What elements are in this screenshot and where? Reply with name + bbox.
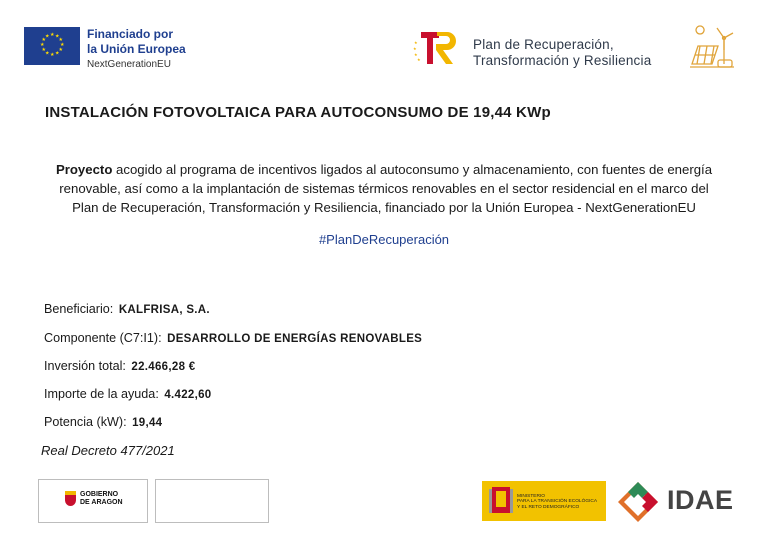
aragon-shield-icon bbox=[64, 490, 77, 507]
gobierno-line-2: DE ARAGON bbox=[80, 498, 123, 506]
svg-text:★: ★ bbox=[60, 42, 65, 48]
plan-recuperacion-text bbox=[473, 37, 651, 69]
field-label: Potencia (kW): bbox=[44, 415, 127, 429]
svg-text:★: ★ bbox=[41, 47, 46, 53]
plan-recuperacion-logo bbox=[413, 26, 463, 68]
description-line-1-text: acogido al programa de incentivos ligados al autoconsumo y almacenamiento, con fuentes de energía bbox=[112, 162, 713, 177]
eu-line-1: Financiado por bbox=[87, 27, 174, 41]
field-value: 19,44 bbox=[132, 417, 163, 429]
plan-line-2: Transformación y Resiliencia bbox=[473, 53, 652, 68]
description-lead: Proyecto bbox=[55, 162, 113, 177]
svg-text:★: ★ bbox=[414, 52, 418, 57]
ministerio-line-1: MINISTERIO bbox=[517, 494, 545, 499]
ministerio-text bbox=[517, 494, 597, 510]
solar-wind-icon bbox=[688, 20, 736, 70]
gobierno-line-1: GOBIERNO bbox=[80, 491, 119, 498]
svg-text:★: ★ bbox=[55, 50, 60, 57]
svg-text:★: ★ bbox=[414, 40, 418, 45]
empty-logo-box bbox=[155, 479, 269, 523]
svg-text:★: ★ bbox=[55, 33, 60, 40]
field-componente bbox=[44, 331, 422, 345]
eu-flag-logo bbox=[24, 27, 80, 65]
field-value: 22.466,28 € bbox=[131, 361, 196, 373]
svg-text:★: ★ bbox=[41, 37, 46, 43]
svg-text:★: ★ bbox=[417, 57, 421, 62]
field-beneficiario bbox=[44, 302, 210, 316]
field-value: KALFRISA, S.A. bbox=[118, 304, 210, 316]
field-value: 4.422,60 bbox=[164, 389, 212, 401]
real-decreto: Real Decreto 477/2021 bbox=[41, 443, 175, 458]
svg-text:★: ★ bbox=[50, 32, 55, 38]
eu-line-2: la Unión Europea bbox=[87, 42, 186, 56]
field-importe bbox=[44, 387, 212, 401]
project-description bbox=[40, 160, 728, 217]
idae-logo-text: IDAE bbox=[667, 485, 734, 515]
svg-text:★: ★ bbox=[50, 52, 55, 58]
page-title: INSTALACIÓN FOTOVOLTAICA PARA AUTOCONSUMO DE 19,44 KWp bbox=[45, 104, 551, 121]
gobierno-aragon-text bbox=[80, 491, 123, 506]
svg-text:★: ★ bbox=[45, 50, 50, 57]
field-label: Importe de la ayuda: bbox=[44, 387, 159, 401]
field-label: Inversión total: bbox=[44, 359, 126, 373]
field-value: DESARROLLO DE ENERGÍAS RENOVABLES bbox=[167, 333, 423, 345]
field-potencia bbox=[44, 415, 162, 429]
eu-line-3: NextGenerationEU bbox=[87, 59, 171, 70]
idae-logo-mark bbox=[616, 480, 660, 524]
plan-line-1: Plan de Recuperación, bbox=[473, 37, 614, 52]
svg-text:★: ★ bbox=[45, 33, 50, 40]
description-line-1 bbox=[40, 160, 728, 179]
field-inversion bbox=[44, 359, 195, 373]
svg-text:★: ★ bbox=[413, 46, 417, 51]
eu-funding-text bbox=[87, 27, 186, 72]
svg-text:★: ★ bbox=[58, 47, 63, 53]
ministerio-line-2: PARA LA TRANSICIÓN ECOLÓGICA bbox=[517, 499, 598, 505]
svg-text:★: ★ bbox=[58, 37, 63, 43]
description-line-3: Plan de Recuperación, Transformación y Resiliencia, financiado por la Unión Europea - NextGenerationEU bbox=[72, 200, 696, 215]
description-line-2: renovable, así como a la implantación de sistemas térmicos renovables en el sector residencial en el marco del bbox=[59, 181, 709, 196]
hashtag: #PlanDeRecuperación bbox=[318, 232, 450, 247]
ministerio-line-3: Y EL RETO DEMOGRÁFICO bbox=[517, 504, 580, 510]
field-label: Componente (C7:I1): bbox=[44, 331, 162, 345]
field-label: Beneficiario: bbox=[44, 302, 114, 316]
svg-text:★: ★ bbox=[40, 42, 45, 48]
